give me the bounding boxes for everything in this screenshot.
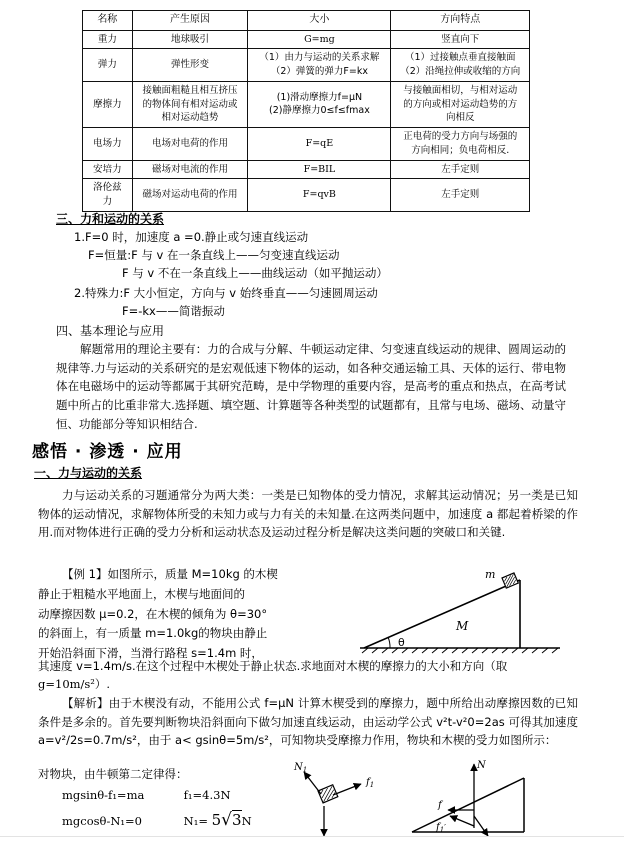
section-three-line-5: F=-kx——简谐振动 — [122, 304, 225, 318]
section-heading-four: 四、基本理论与应用 — [56, 324, 165, 338]
cell-magnitude: （1）由力与运动的关系求解 （2）弹簧的弹力F=kx — [248, 49, 391, 82]
example-line-3: 动摩擦因数 μ=0.2，在木楔的倾角为 θ=30° — [38, 606, 268, 621]
equation-2-left: mgcosθ-N₁=0 — [62, 813, 142, 828]
table-header-row — [83, 11, 530, 31]
cell-direction: 正电荷的受力方向与场强的 方向相同；负电荷相反. — [391, 128, 530, 161]
cell-direction: 竖直向下 — [391, 30, 530, 49]
figure-wedge-diagram — [352, 560, 582, 665]
cell-direction: 左手定则 — [391, 160, 530, 179]
cell-cause: 电场对电荷的作用 — [132, 128, 248, 161]
label-f: f — [438, 800, 442, 811]
section-heading-one: 一、力与运动的关系 — [34, 466, 143, 480]
table-row — [83, 49, 530, 82]
cell-magnitude: F=qvB — [248, 179, 391, 212]
equation-2-coefficient: 5 — [211, 810, 222, 829]
cell-direction: 左手定则 — [391, 179, 530, 212]
page-title: 感悟 · 渗透 · 应用 — [32, 442, 183, 462]
table-row — [83, 81, 530, 127]
cell-name: 电场力 — [83, 128, 133, 161]
equation-row-2 — [62, 806, 252, 835]
figure-wedge-free-body — [404, 756, 599, 842]
table-header-magnitude: 大小 — [248, 11, 391, 31]
table-header-direction: 方向特点 — [391, 11, 530, 31]
radical-sign: √ — [221, 809, 233, 830]
section-heading-three: 三、力和运动的关系 — [56, 212, 165, 226]
section-four-paragraph: 解题常用的理论主要有：力的合成与分解、牛顿运动定律、匀变速直线运动的规律、圆周运动的规律等.力与运动的关系研究的是宏观低速下物体的运动，如各种交通运输工具、天体的运行、带电物体在电磁场中的运动等都属于其研究范畴，是中学物理的重要内容，是高考的重点和热点，在高考试题中所占的比重非常大.选择题、填空题、计算题等各种类型的试题都有，且常与电场、磁场、动量守恒、功能部分等知识相结合. — [56, 342, 566, 431]
table-row — [83, 160, 530, 179]
cell-name: 弹力 — [83, 49, 133, 82]
equation-1-left: mgsinθ-f₁=ma — [62, 788, 145, 802]
section-one-paragraph: 力与运动关系的习题通常分为两大类：一类是已知物体的受力情况，求解其运动情况；另一类是已知物体的运动情况，求解物体所受的未知力或与力有关的未知量.在这两类问题中，加速度 a 都起着桥梁的作用.而对物体进行正确的受力分析和运动状态及运动过程分析是解决这类问题的突破口和关键. — [38, 488, 578, 540]
section-three-line-2: F=恒量:F 与 v 在一条直线上——匀变速直线运动 — [88, 248, 340, 262]
label-f1: $f_1$ — [366, 777, 375, 789]
cell-magnitude: G=mg — [248, 30, 391, 49]
table-header-name: 名称 — [83, 11, 133, 31]
footer-divider — [0, 836, 624, 837]
section-three-line-1: 1.F=0 时，加速度 a =0.静止或匀速直线运动 — [74, 230, 309, 244]
cell-name: 洛伦兹 力 — [83, 179, 133, 212]
example-line-6: 其速度 v=1.4m/s.在这个过程中木楔处于静止状态.求地面对木楔的摩擦力的大小和方向（取 — [38, 659, 508, 673]
equation-2-right-prefix: N₁= — [183, 813, 208, 828]
cell-cause: 磁场对电流的作用 — [132, 160, 248, 179]
table-header-cause: 产生原因 — [132, 11, 248, 31]
cell-magnitude: F=BIL — [248, 160, 391, 179]
example-text-block — [38, 565, 278, 664]
figure-block-free-body — [288, 758, 398, 842]
example-line-5: 开始沿斜面下滑，当滑行路程 s=1.4m 时， — [38, 646, 263, 661]
equation-2-radicand: 3 — [232, 810, 242, 829]
example-line-2: 静止于粗糙水平地面上，木楔与地面间的 — [38, 586, 245, 601]
forces-summary-table — [82, 10, 530, 212]
example-line-7: g=10m/s²）. — [38, 677, 111, 691]
cell-name: 摩擦力 — [83, 81, 133, 127]
cell-cause: 地球吸引 — [132, 30, 248, 49]
cell-magnitude: F=qE — [248, 128, 391, 161]
cell-direction: （1）过接触点垂直接触面 （2）沿绳拉伸或收缩的方向 — [391, 49, 530, 82]
section-three-line-4: 2.特殊力:F 大小恒定，方向与 v 始终垂直——匀速圆周运动 — [74, 286, 378, 300]
equation-2-right — [183, 809, 252, 830]
label-M: M — [456, 619, 469, 633]
cell-cause: 磁场对运动电荷的作用 — [132, 179, 248, 212]
equation-block — [62, 786, 252, 835]
cell-magnitude: (1)滑动摩擦力f=μN (2)静摩擦力0≤f≤fmax — [248, 81, 391, 127]
cell-name: 安培力 — [83, 160, 133, 179]
equation-2-unit: N — [241, 813, 252, 828]
analysis-next-line: 对物块，由牛顿第二定律得： — [38, 767, 188, 781]
example-line-1: 【例 1】如图所示，质量 M=10kg 的木楔 — [62, 567, 278, 581]
cell-direction: 与接触面相切，与相对运动 的方向或相对运动趋势的方 向相反 — [391, 81, 530, 127]
label-N: N — [477, 760, 486, 771]
table-row — [83, 30, 530, 49]
label-f1-prime: $f_1'$ — [436, 822, 446, 834]
cell-cause: 弹性形变 — [132, 49, 248, 82]
table-row — [83, 128, 530, 161]
label-m: m — [485, 568, 496, 581]
cell-cause: 接触面粗糙且相互挤压 的物体间有相对运动或 相对运动趋势 — [132, 81, 248, 127]
label-theta: θ — [398, 636, 405, 649]
analysis-paragraph: 【解析】由于木楔没有动，不能用公式 f=μN 计算木楔受到的摩擦力，题中所给出动摩擦因数的已知条件是多余的。首先要判断物块沿斜面向下做匀加速直线运动，由运动学公式 v²t-v²0=2as 可得其加速度 a=v²/2s=0.7m/s²，由于 a< gsinθ=5m/s²，可知物块受摩擦力作用，物块和木楔的受力如图所示： — [38, 696, 578, 748]
equation-1-right: f₁=4.3N — [183, 788, 231, 802]
equation-row-1 — [62, 786, 252, 806]
section-three-line-3: F 与 v 不在一条直线上——曲线运动（如平抛运动） — [122, 266, 388, 280]
label-N1: $N_1$ — [294, 762, 308, 774]
example-line-4: 的斜面上，有一质量 m=1.0kg的物块由静止 — [38, 626, 268, 641]
cell-name: 重力 — [83, 30, 133, 49]
table-row — [83, 179, 530, 212]
